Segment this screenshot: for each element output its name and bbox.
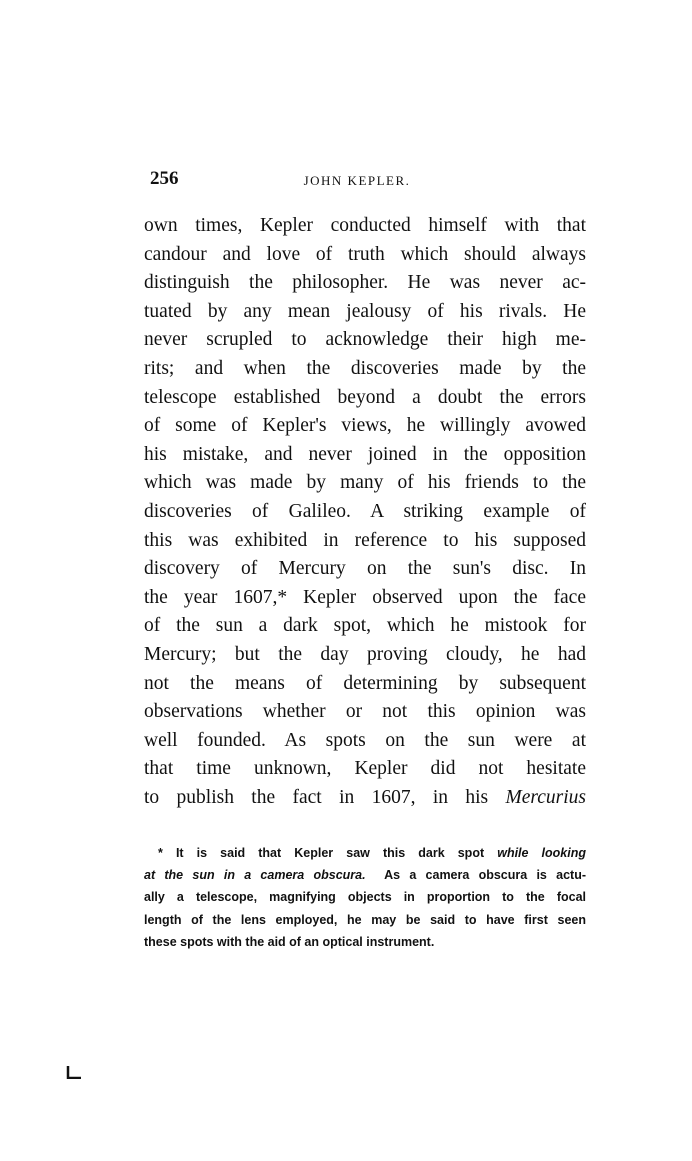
footnote-line: these spots with the aid of an optical instrument. xyxy=(144,934,435,949)
body-line-last-text: to publish the fact in 1607, in his xyxy=(144,786,489,808)
book-title-mercurius: Mercurius xyxy=(505,786,586,808)
body-line-last xyxy=(144,784,586,813)
body-line: of the sun a dark spot, which he mistook for xyxy=(144,615,586,637)
body-line: candour and love of truth which should always xyxy=(144,243,586,265)
body-line: rits; and when the discoveries made by the xyxy=(144,357,586,379)
body-line: this was exhibited in reference to his supposed xyxy=(144,529,586,551)
body-line: own times, Kepler conducted himself with that xyxy=(144,215,586,236)
body-line: never scrupled to acknowledge their high me- xyxy=(144,329,586,351)
footnote-line: ally a telescope, magnifying objects in proportion to the focal xyxy=(144,890,586,905)
body-line: observations whether or not this opinion was xyxy=(144,701,586,723)
body-line: well founded. As spots on the sun were at xyxy=(144,729,586,751)
body-line: not the means of determining by subsequent xyxy=(144,672,586,694)
body-line: Mercury; but the day proving cloudy, he had xyxy=(144,643,586,665)
footnote-line: length of the lens employed, he may be said to have first seen xyxy=(144,912,586,927)
footnote-italic-phrase: at the sun in a camera obscura. xyxy=(144,868,366,883)
footnote-line xyxy=(144,842,586,864)
page-number: 256 xyxy=(150,168,179,189)
body-line: which was made by many of his friends to the xyxy=(144,472,586,494)
footnote-italic-phrase: while looking xyxy=(497,846,586,860)
footnote-line xyxy=(144,864,586,886)
corner-mark-icon xyxy=(66,1065,82,1079)
running-head: JOHN KEPLER. xyxy=(303,173,411,188)
footnote xyxy=(144,842,586,953)
body-line: tuated by any mean jealousy of his rivals. He xyxy=(144,300,586,322)
body-line: of some of Kepler's views, he willingly avowed xyxy=(144,415,586,437)
body-line: distinguish the philosopher. He was never ac- xyxy=(144,272,586,294)
footnote-line1-text: * It is said that Kepler saw this dark spot xyxy=(158,846,485,860)
footnote-line2-text: As a camera obscura is actu- xyxy=(384,868,587,883)
body-line: that time unknown, Kepler did not hesitate xyxy=(144,758,586,780)
body-line: discovery of Mercury on the sun's disc. In xyxy=(144,558,586,580)
body-line: his mistake, and never joined in the opposition xyxy=(144,443,586,465)
body-line: telescope established beyond a doubt the errors xyxy=(144,386,586,408)
body-text xyxy=(144,212,586,812)
body-line: the year 1607,* Kepler observed upon the face xyxy=(144,586,586,608)
body-line: discoveries of Galileo. A striking example of xyxy=(144,500,586,522)
